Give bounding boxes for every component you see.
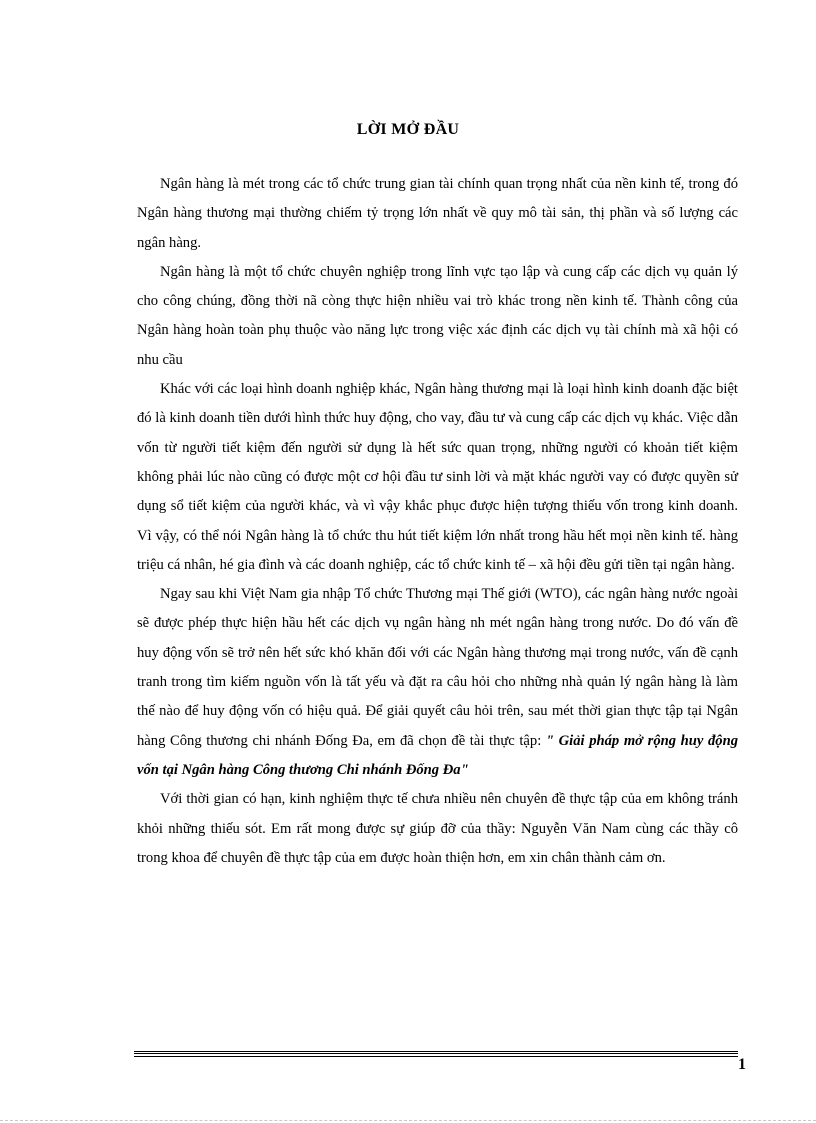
footer-divider — [134, 1051, 738, 1057]
paragraph-2-text: Ngân hàng là một tổ chức chuyên nghiệp trong lĩnh vực tạo lập và cung cấp các dịch vụ quản lý cho công chúng, đồng thời nã còng thực hiện nhiều vai trò khác trong nền kinh tế. Thành công của Ngân hàng hoàn toàn phụ thuộc vào năng lực trong việc xác định các dịch vụ tài chính mà xã hội có nhu cầu — [137, 263, 738, 368]
page-title: LỜI MỞ ĐẦU — [356, 121, 460, 138]
paragraph-2 — [137, 258, 738, 375]
paragraph-1 — [137, 170, 738, 258]
paragraph-3 — [137, 375, 738, 580]
paragraph-4-text: Ngay sau khi Việt Nam gia nhập Tổ chức Thương mại Thế giới (WTO), các ngân hàng nước ngoài sẽ được phép thực hiện hầu hết các dịch vụ ngân hàng nh mét ngân hàng trong nước. Do đó vấn đề huy động vốn sẽ trở nên hết sức khó khăn đối với các Ngân hàng thương mại trong nước, vấn đề cạnh tranh trong tìm kiếm nguồn vốn là tất yếu và đặt ra câu hỏi cho những nhà quản lý ngân hàng là làm thế nào để huy động vốn có hiệu quả. Để giải quyết câu hỏi trên, sau mét thời gian thực tập tại Ngân hàng Công thương chi nhánh Đống Đa, em đã chọn đề tài thực tập: — [137, 586, 738, 749]
paragraph-1-text: Ngân hàng là mét trong các tổ chức trung gian tài chính quan trọng nhất của nền kinh tế, trong đó Ngân hàng thương mại thường chiếm tỷ trọng lớn nhất về quy mô tài sản, thị phần và số lượng các ngân hàng. — [137, 176, 738, 251]
paragraph-4 — [137, 580, 738, 785]
page-number: 1 — [738, 1056, 746, 1073]
paragraph-5-text: Với thời gian có hạn, kinh nghiệm thực tế chưa nhiều nên chuyên đề thực tập của em không tránh khỏi những thiếu sót. Em rất mong được sự giúp đỡ của thầy: Nguyễn Văn Nam cùng các thầy cô trong khoa để chuyên đề thực tập của em được hoàn thiện hơn, em xin chân thành cảm ơn. — [137, 791, 738, 866]
paragraph-3-text: Khác với các loại hình doanh nghiệp khác, Ngân hàng thương mại là loại hình kinh doanh đặc biệt đó là kinh doanh tiền dưới hình thức huy động, cho vay, đầu tư và cung cấp các dịch vụ khác. Việc dẫn vốn từ người tiết kiệm đến người sử dụng là hết sức quan trọng, những người có khoản tiết kiệm không phải lúc nào cũng có được một cơ hội đầu tư sinh lời và mặt khác người vay có được quyền sử dụng sổ tiết kiệm của người khác, và vì vậy khắc phục được hiện tượng thiếu vốn trong kinh doanh. Vì vậy, có thể nói Ngân hàng là tổ chức thu hút tiết kiệm lớn nhất trong hầu hết mọi nền kinh tế. hàng triệu cá nhân, hé gia đình và các doanh nghiệp, các tổ chức kinh tế – xã hội đều gửi tiền tại ngân hàng. — [137, 381, 738, 573]
paragraph-5 — [137, 785, 738, 873]
thesis-topic-title: " Giải pháp mở rộng huy động vốn tại Ngân hàng Công thương Chi nhánh Đống Đa" — [137, 732, 738, 778]
page-boundary — [0, 1120, 816, 1121]
document-body — [137, 170, 738, 873]
